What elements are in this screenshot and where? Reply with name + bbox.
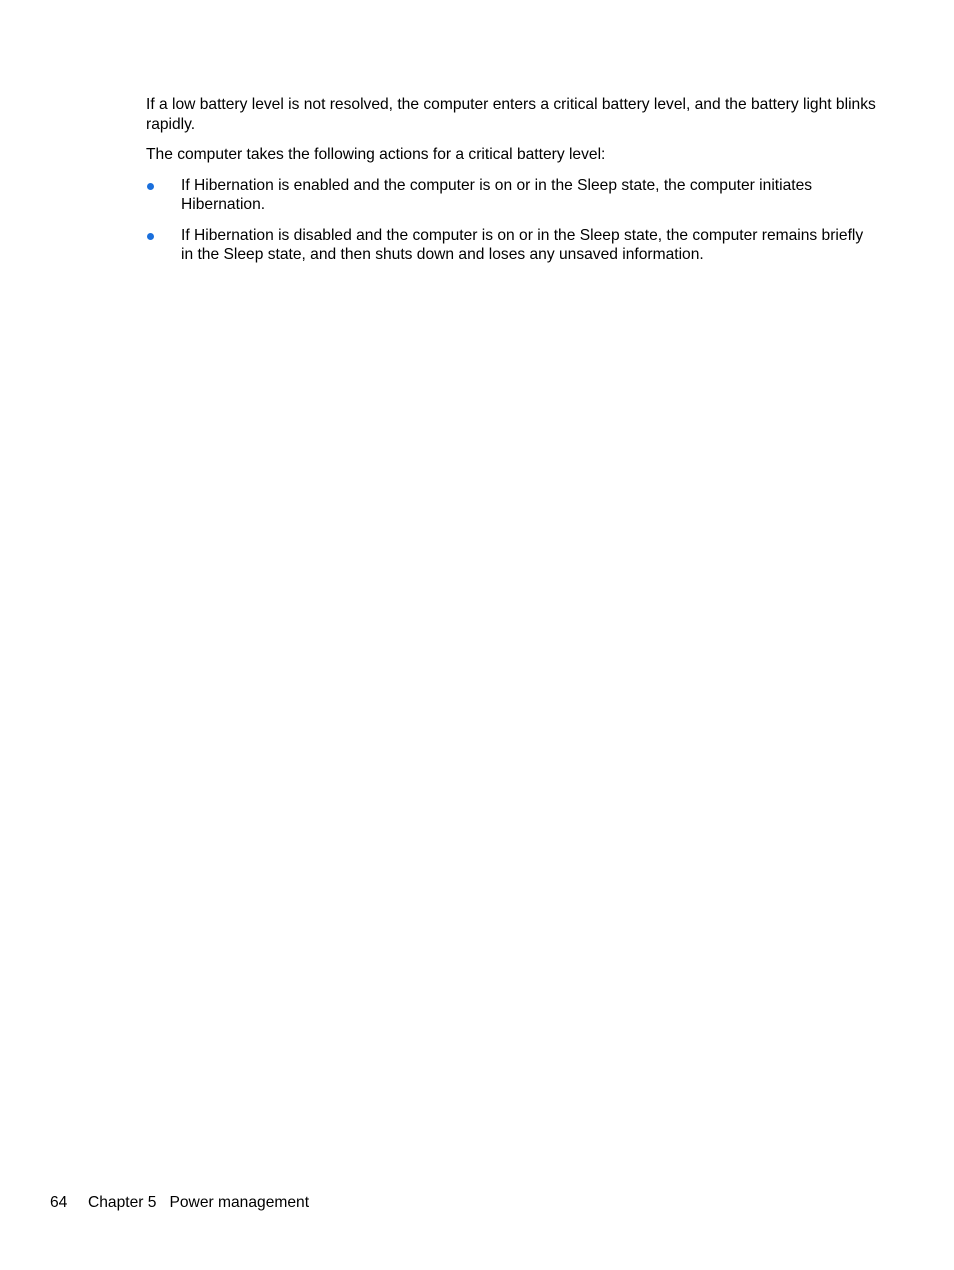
list-item-text: If Hibernation is disabled and the computer is on or in the Sleep state, the computer remains briefly in the Sleep state, and then shuts down and loses any unsaved information. <box>181 226 864 263</box>
list-item <box>146 226 876 265</box>
footer-chapter: Chapter 5 <box>88 1194 157 1211</box>
footer-section-title: Power management <box>169 1194 310 1211</box>
bullet-icon <box>147 233 154 240</box>
page-content <box>146 95 876 276</box>
paragraph-critical-actions: The computer takes the following actions for a critical battery level: <box>146 146 606 163</box>
critical-actions-list <box>146 176 876 265</box>
paragraph-low-battery: If a low battery level is not resolved, the computer enters a critical battery level, and the battery light blinks rapidly. <box>146 96 876 133</box>
list-item-text: If Hibernation is enabled and the computer is on or in the Sleep state, the computer initiates Hibernation. <box>181 176 813 213</box>
page-footer <box>50 1193 309 1212</box>
page-number: 64 <box>50 1194 68 1211</box>
bullet-icon <box>147 183 154 190</box>
list-item <box>146 176 876 215</box>
